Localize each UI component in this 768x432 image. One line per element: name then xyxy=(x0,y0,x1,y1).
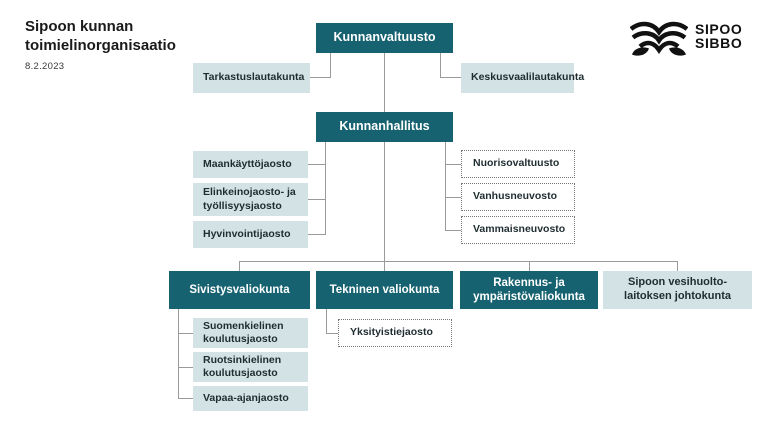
node-nuorisovaltuusto: Nuorisovaltuusto xyxy=(461,150,575,178)
node-rakennus-ymparistovaliokunta: Rakennus- ja ympäristövaliokunta xyxy=(460,271,598,309)
connector-maankaytto xyxy=(308,164,326,165)
node-tarkastuslautakunta: Tarkastuslautakunta xyxy=(193,63,310,93)
connector-vanhus xyxy=(445,197,461,198)
node-hyvinvointijaosto: Hyvinvointijaosto xyxy=(193,221,308,248)
connector-rakennus-stub xyxy=(529,261,530,271)
logo-name-fi: SIPOO xyxy=(695,21,743,37)
page-title xyxy=(25,17,176,55)
date-label: 8.2.2023 xyxy=(25,61,65,72)
node-maankayttojaosto: Maankäyttöjaosto xyxy=(193,151,308,178)
connector-ruotsinkielinen xyxy=(178,367,193,368)
node-vammaisneuvosto: Vammaisneuvosto xyxy=(461,216,575,244)
connector-sivistys-stub xyxy=(239,261,240,271)
connector-suomenkielinen xyxy=(178,333,193,334)
connector-vapaa xyxy=(178,398,193,399)
node-suomenkielinen-koulutusjaosto: Suomenkielinen koulutusjaosto xyxy=(193,318,308,348)
connector-valtuusto-hallitus xyxy=(384,53,385,112)
connector-valtuusto-keskusvaali-v xyxy=(440,53,441,77)
node-vapaa-ajanjaosto: Vapaa-ajanjaosto xyxy=(193,386,308,411)
connector-yksityistie-h xyxy=(326,333,338,334)
connector-hyvinvointi xyxy=(308,234,326,235)
logo-wordmark xyxy=(695,23,742,50)
connector-right-bus xyxy=(445,142,446,230)
page-title-line1: Sipoon kunnan xyxy=(25,18,134,35)
connector-bottom-bus xyxy=(239,261,678,262)
connector-left-bus xyxy=(325,142,326,234)
node-vanhusneuvosto: Vanhusneuvosto xyxy=(461,183,575,211)
connector-hallitus-bottom xyxy=(384,142,385,271)
sipoo-logo xyxy=(630,21,742,61)
sipoo-bird-leaves-icon xyxy=(630,21,688,61)
node-yksityistiejaosto: Yksityistiejaosto xyxy=(338,319,452,347)
connector-valtuusto-tarkastus-h xyxy=(310,77,331,78)
connector-vesihuolto-stub xyxy=(677,261,678,271)
logo-name-sv: SIBBO xyxy=(695,34,743,51)
connector-vammais xyxy=(445,230,461,231)
node-elinkeinojaosto: Elinkeinojaosto- ja työllisyysjaosto xyxy=(193,183,308,216)
node-kunnanvaltuusto: Kunnanvaltuusto xyxy=(316,23,453,53)
connector-elinkeino xyxy=(308,199,326,200)
connector-sivistys-bus xyxy=(178,309,179,398)
connector-nuoriso xyxy=(445,164,461,165)
node-sivistysvaliokunta: Sivistysvaliokunta xyxy=(169,271,310,309)
node-keskusvaalilautakunta: Keskusvaalilautakunta xyxy=(461,63,574,93)
node-tekninen-valiokunta: Tekninen valiokunta xyxy=(316,271,453,309)
node-kunnanhallitus: Kunnanhallitus xyxy=(316,112,453,142)
node-ruotsinkielinen-koulutusjaosto: Ruotsinkielinen koulutusjaosto xyxy=(193,352,308,382)
connector-yksityistie-v xyxy=(326,309,327,333)
connector-valtuusto-keskusvaali-h xyxy=(440,77,461,78)
connector-valtuusto-tarkastus-v xyxy=(330,53,331,77)
page-title-line2: toimielinorganisaatio xyxy=(25,37,176,54)
node-vesihuoltolaitos-johtokunta: Sipoon vesihuolto-laitoksen johtokunta xyxy=(603,271,752,309)
